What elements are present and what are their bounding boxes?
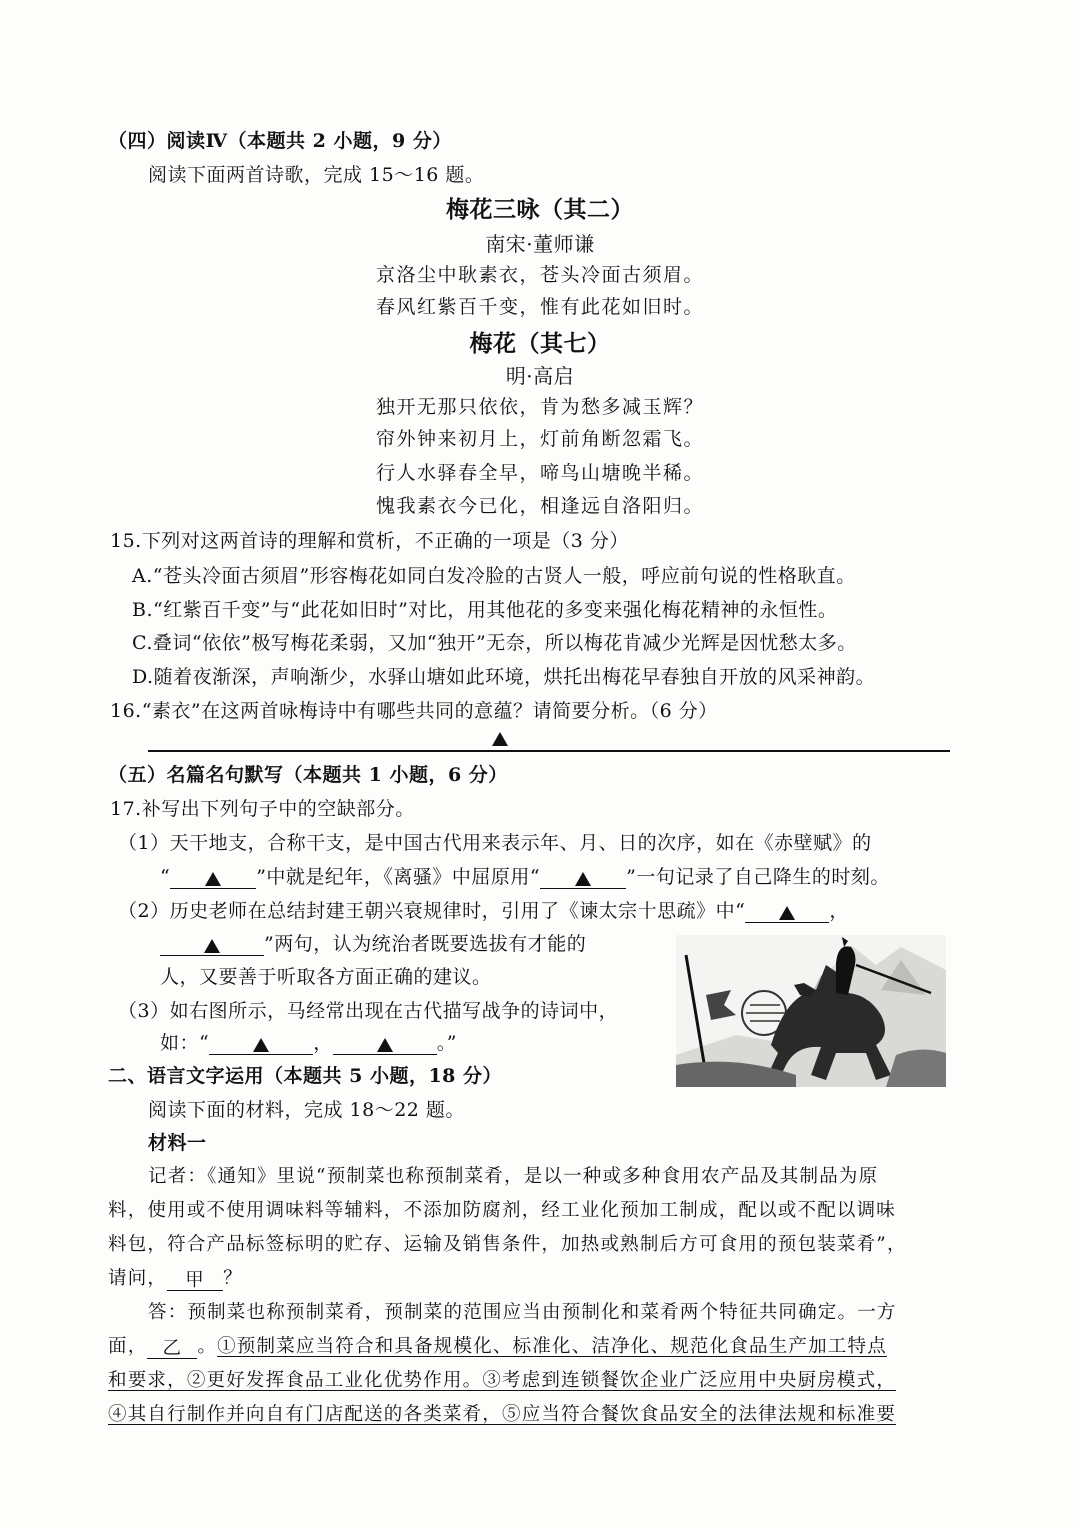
question-15-option-a: A.“苍头冷面古须眉”形容梅花如同白发冷脸的古贤人一般，呼应前句说的性格耿直。 xyxy=(132,565,856,587)
poem2-line: 行人水驿春全早，啼鸟山塘晚半稀。 xyxy=(375,462,704,484)
fill-blank[interactable] xyxy=(209,1036,313,1055)
answer-marker-icon xyxy=(575,872,591,886)
war-horse-illustration xyxy=(676,935,946,1087)
question-17-part-1-cont: “ ”中就是纪年，《离骚》中屈原用“ ”一句记录了自己降生的时刻。 xyxy=(160,866,890,888)
answer-marker-icon xyxy=(253,1038,269,1052)
question-15-stem: 15.下列对这两首诗的理解和赏析，不正确的一项是（3 分） xyxy=(110,530,629,552)
question-15-option-b: B.“红紫百千变”与“此花如旧时”对比，用其他花的多变来强化梅花精神的永恒性。 xyxy=(132,599,838,621)
question-17-part-2-cont: ”两句，认为统治者既要选拔有才能的 xyxy=(160,935,586,956)
material-line: 记者：《通知》里说“预制菜也称预制菜肴，是以一种或多种食用农产品及其制品为原 xyxy=(148,1166,879,1187)
section-2-instruction: 阅读下面的材料，完成 18～22 题。 xyxy=(148,1099,465,1121)
underlined-sentence-1-end: 和要求， xyxy=(108,1370,187,1391)
material-line: 料，使用或不使用调味料等辅料，不添加防腐剂，经工业化预加工制成，配以或不配以调味 xyxy=(108,1200,897,1221)
underlined-sentence-1: ①预制菜应当符合和具备规模化、标准化、洁净化、规范化食品生产加工特点 xyxy=(217,1336,887,1357)
material-line: 面， 乙 。①预制菜应当符合和具备规模化、标准化、洁净化、规范化食品生产加工特点 xyxy=(108,1336,887,1359)
section-5-header: （五）名篇名句默写（本题共 1 小题，6 分） xyxy=(108,764,508,786)
answer-marker-icon xyxy=(204,939,220,953)
underlined-sentence-5: ⑤应当符合餐饮食品安全的法律法规和标准要 xyxy=(502,1404,897,1425)
material-line: 料包，符合产品标签标明的贮存、运输及销售条件，加热或熟制后方可食用的预包装菜肴”， xyxy=(108,1234,907,1255)
section-4-header: （四）阅读Ⅳ（本题共 2 小题，9 分） xyxy=(108,130,452,152)
fill-blank[interactable] xyxy=(170,870,256,889)
material-line: 请问， 甲 ？ xyxy=(108,1268,243,1291)
question-17-part-2-end: 人，又要善于听取各方面正确的建议。 xyxy=(160,966,492,988)
question-15-option-d: D.随着夜渐深，声响渐少，水驿山塘如此环境，烘托出梅花早春独自开放的风采神韵。 xyxy=(132,666,876,688)
question-17-part-3: （3）如右图所示，马经常出现在古代描写战争的诗词中， xyxy=(118,1000,619,1022)
fill-blank[interactable] xyxy=(745,904,829,923)
fill-blank[interactable] xyxy=(540,870,626,889)
underlined-sentence-2: ②更好发挥食品工业化优势作用。 xyxy=(186,1370,483,1391)
poem1-title: 梅花三咏（其二） xyxy=(446,196,634,223)
poem1-line: 京洛尘中耿素衣，苍头冷面古须眉。 xyxy=(375,264,704,286)
section-4-instruction: 阅读下面两首诗歌，完成 15～16 题。 xyxy=(148,164,485,186)
underlined-sentence-3: ③考虑到连锁餐饮企业广泛应用中央厨房模式， xyxy=(482,1370,897,1391)
answer-marker-icon xyxy=(377,1038,393,1052)
poem2-author: 明·高启 xyxy=(505,364,575,388)
poem1-author: 南宋·董师谦 xyxy=(485,232,595,256)
fill-blank[interactable] xyxy=(160,937,264,956)
answer-line xyxy=(148,750,950,752)
underlined-sentence-4: ④其自行制作并向自有门店配送的各类菜肴， xyxy=(108,1404,503,1425)
answer-marker-icon xyxy=(779,906,795,920)
question-15-option-c: C.叠词“依依”极写梅花柔弱，又加“独开”无奈，所以梅花肯减少光辉是因忧愁太多。 xyxy=(132,632,857,654)
answer-marker-icon xyxy=(492,732,508,746)
section-2-header: 二、语言文字运用（本题共 5 小题，18 分） xyxy=(108,1065,503,1087)
answer-marker-icon xyxy=(205,872,221,886)
question-17-part-3-cont: 如：“ ， 。” xyxy=(160,1032,457,1054)
material-line: 答：预制菜也称预制菜肴，预制菜的范围应当由预制化和菜肴两个特征共同确定。一方 xyxy=(148,1302,897,1323)
material-line xyxy=(108,1406,896,1425)
poem2-line: 愧我素衣今已化，相逢远自洛阳归。 xyxy=(375,495,704,517)
poem2-line: 帘外钟来初月上，灯前角断忽霜飞。 xyxy=(375,428,704,450)
question-17-part-2: （2）历史老师在总结封建王朝兴衰规律时，引用了《谏太宗十思疏》中“ ， xyxy=(118,900,849,922)
question-17-stem: 17.补写出下列句子中的空缺部分。 xyxy=(110,798,415,820)
question-16-stem: 16.“素衣”在这两首咏梅诗中有哪些共同的意蕴？请简要分析。（6 分） xyxy=(110,700,718,722)
poem1-line: 春风红紫百千变，惟有此花如旧时。 xyxy=(375,296,704,318)
blank-yi[interactable]: 乙 xyxy=(147,1340,197,1359)
poem2-line: 独开无那只依依，肯为愁多减玉辉？ xyxy=(375,396,704,418)
fill-blank[interactable] xyxy=(333,1036,437,1055)
blank-jia[interactable]: 甲 xyxy=(167,1272,223,1291)
material-line xyxy=(108,1372,896,1391)
material-title: 材料一 xyxy=(148,1132,207,1154)
poem2-title: 梅花（其七） xyxy=(469,330,611,357)
question-17-part-1: （1）天干地支，合称干支，是中国古代用来表示年、月、日的次序，如在《赤壁赋》的 xyxy=(118,832,872,854)
